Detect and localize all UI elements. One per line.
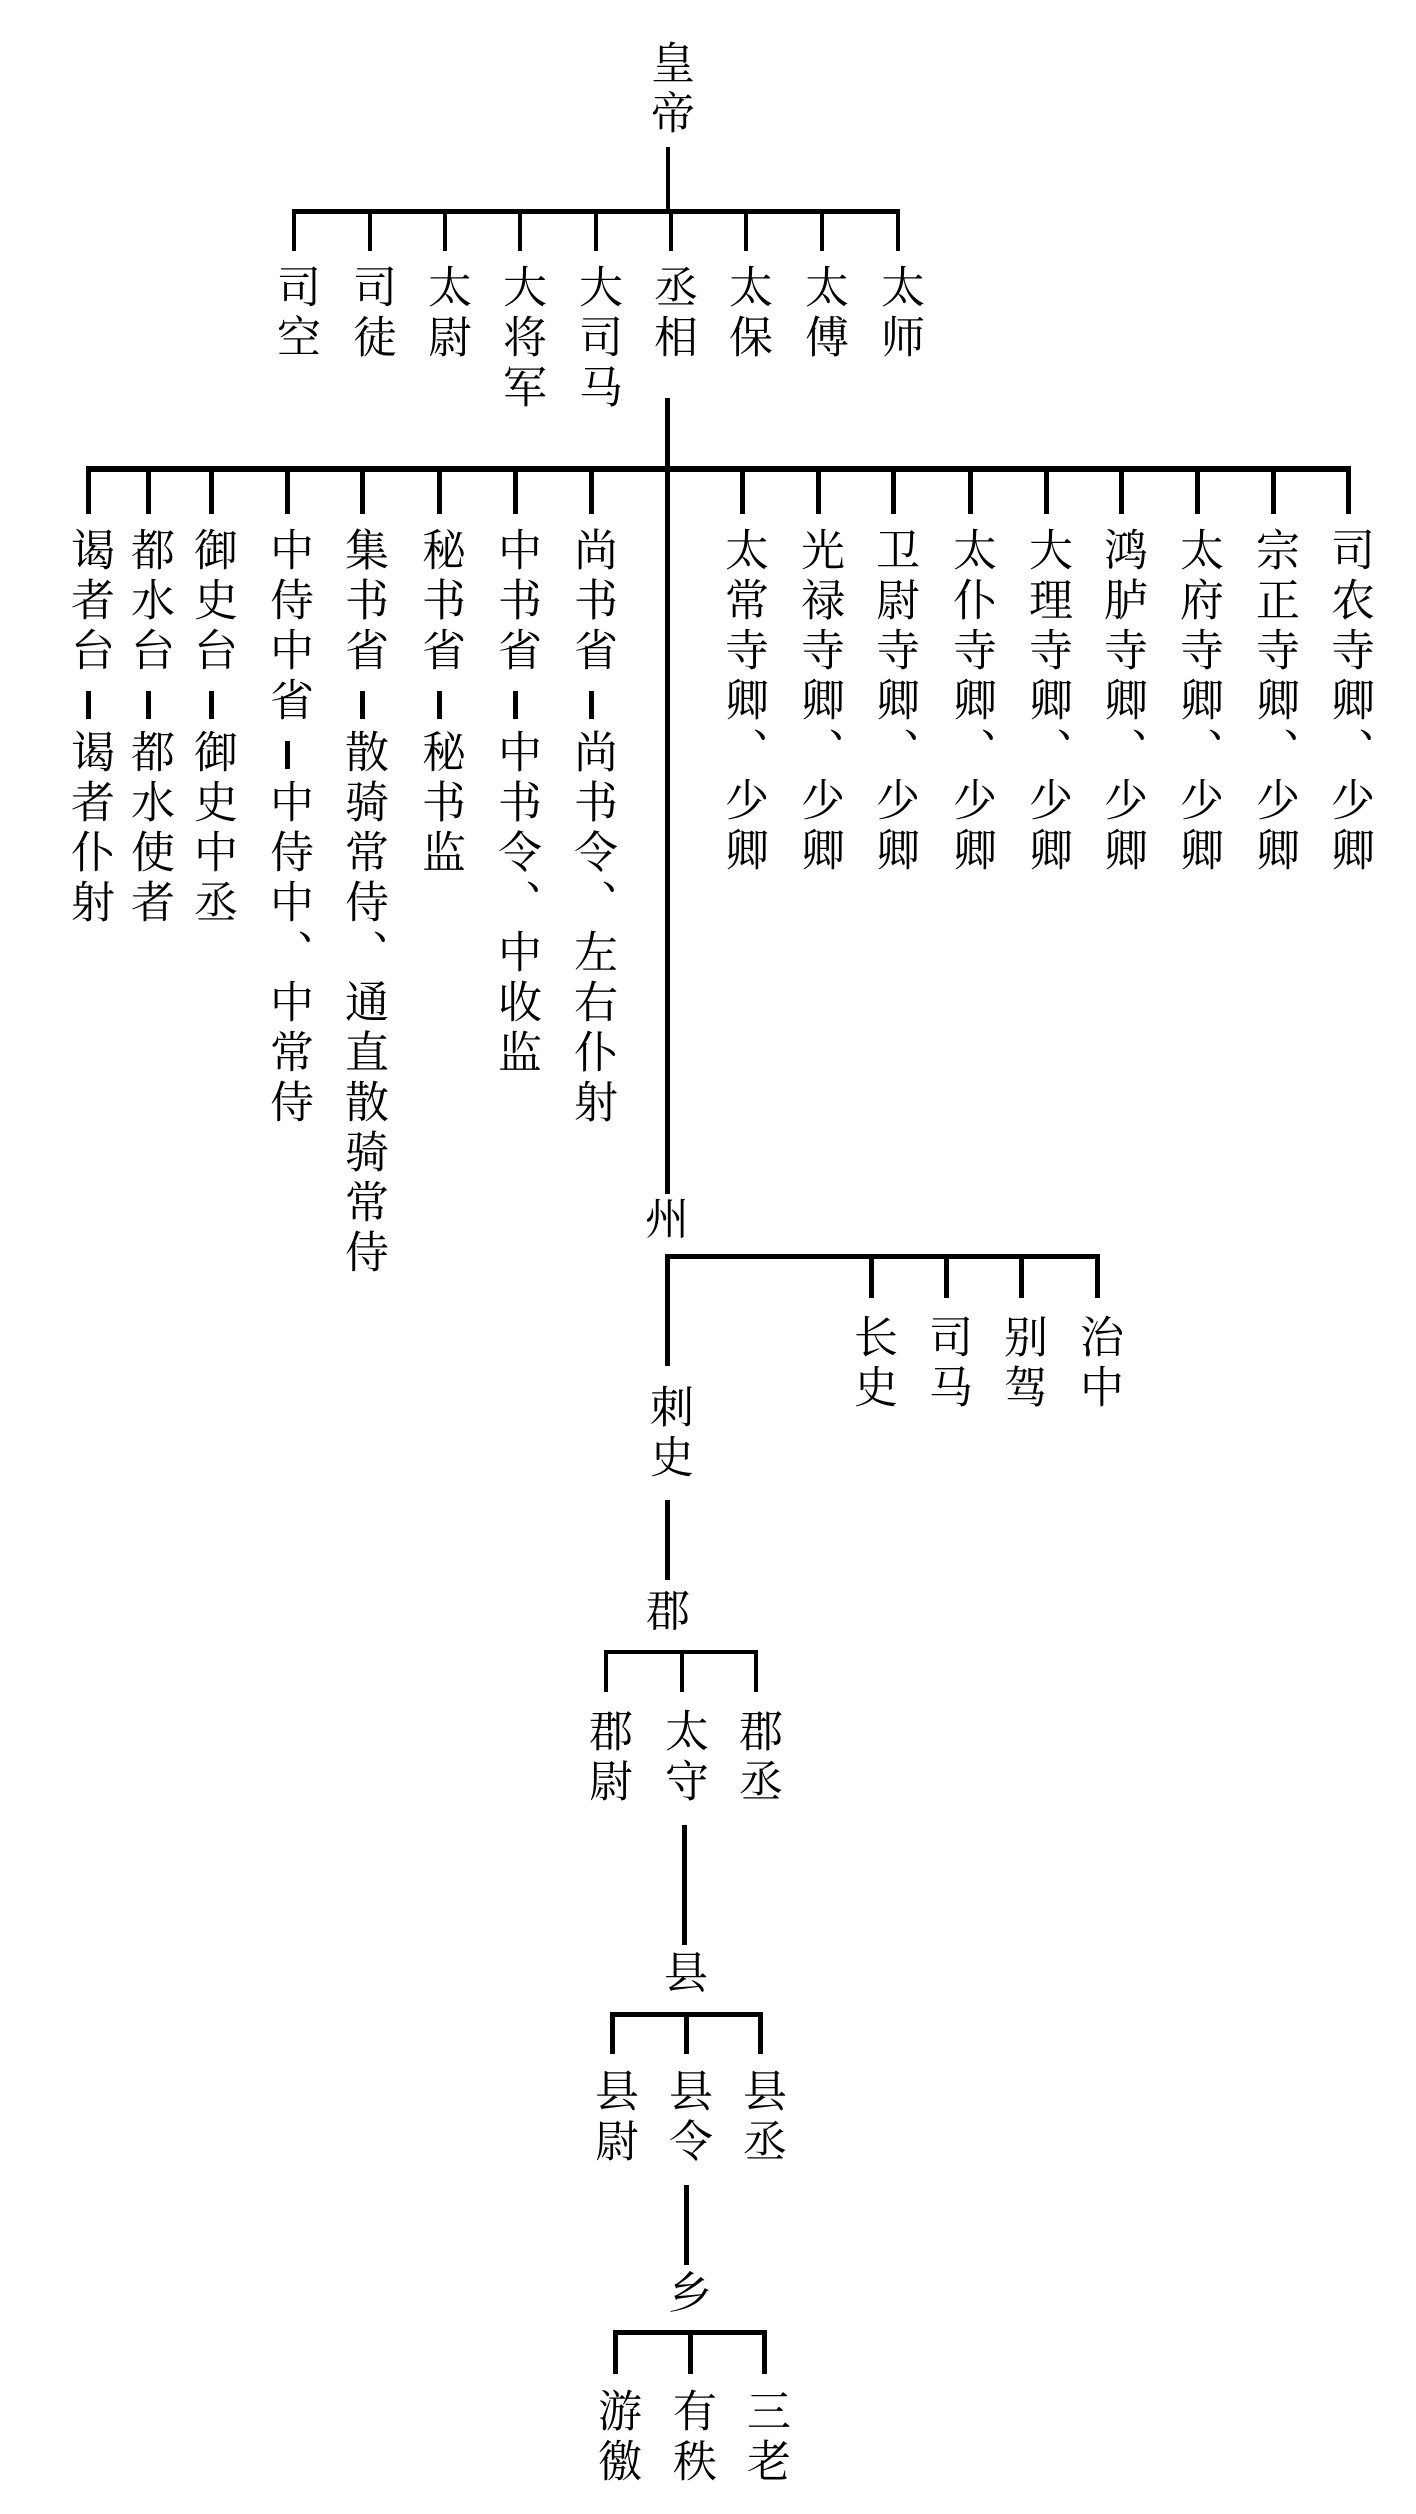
node-zhou: 州 [645, 1194, 689, 1245]
connector [816, 466, 821, 514]
node-xiancheng: 县丞 [735, 2068, 786, 2168]
connector [513, 466, 518, 514]
node-xiang: 乡 [668, 2268, 712, 2319]
connector [368, 209, 372, 251]
connector [944, 1254, 949, 1298]
node-chengxiang: 丞相 [646, 264, 697, 364]
node-zhou-staff-biejia: 别驾 [996, 1314, 1047, 1414]
node-sanlao: 三老 [739, 2388, 790, 2488]
node-taishi: 太师 [873, 264, 924, 364]
connector [1095, 1254, 1100, 1298]
connector [665, 1254, 1100, 1259]
connector [684, 2012, 689, 2054]
node-yezhe: 谒者台 [63, 527, 114, 677]
connector [896, 209, 900, 251]
node-taibao: 太保 [721, 264, 772, 364]
connector [285, 741, 290, 769]
node-ministry-guanglu: 光禄寺卿、少卿 [793, 527, 844, 877]
node-ministry-zongzheng: 宗正寺卿、少卿 [1248, 527, 1299, 877]
node-taishou: 太守 [657, 1708, 708, 1808]
node-yushi: 御史台 [186, 527, 237, 677]
node-yezhe-chief: 谒者仆射 [63, 729, 114, 929]
node-zhou-staff-sima: 司马 [921, 1314, 972, 1414]
connector [665, 1500, 670, 1580]
connector [740, 466, 745, 514]
node-menxia-chief: 中侍中、中常侍 [262, 779, 313, 1129]
connector [437, 691, 442, 719]
connector [604, 1650, 608, 1692]
connector [292, 209, 296, 251]
node-shangshu: 尚书省 [566, 527, 617, 677]
node-zhou-staff-zhizhong: 治中 [1072, 1314, 1123, 1414]
connector [682, 1825, 687, 1945]
node-ministry-dali: 大理寺卿、少卿 [1021, 527, 1072, 877]
node-dushui-chief: 都水使者 [123, 729, 174, 929]
connector [744, 209, 748, 251]
connector [669, 209, 673, 251]
node-shangshu-chief: 尚书令、左右仆射 [566, 729, 617, 1129]
connector [209, 691, 214, 719]
connector [146, 466, 151, 514]
node-jun: 郡 [646, 1586, 690, 1637]
node-youjiao: 游徼 [590, 2388, 641, 2488]
node-xianwei: 县尉 [587, 2068, 638, 2168]
connector [443, 209, 447, 251]
node-ministry-taifu: 太府寺卿、少卿 [1172, 527, 1223, 877]
node-taifu: 太傅 [797, 264, 848, 364]
connector [610, 2012, 615, 2054]
connector [666, 147, 670, 212]
connector [688, 2330, 693, 2374]
node-zhongshu: 中书省 [490, 527, 541, 677]
node-ministry-sinong: 司农寺卿、少卿 [1323, 527, 1374, 877]
connector [513, 691, 518, 719]
connector [613, 2330, 618, 2374]
connector [146, 691, 151, 719]
connector [820, 209, 824, 251]
node-xianling: 县令 [661, 2068, 712, 2168]
connector [665, 1254, 670, 1366]
connector [589, 466, 594, 514]
node-taiwei: 太尉 [420, 264, 471, 364]
connector [869, 1254, 874, 1298]
node-mishu: 秘书省 [414, 527, 465, 677]
connector [285, 466, 290, 514]
connector [758, 2012, 763, 2054]
connector [891, 466, 896, 514]
connector [762, 2330, 767, 2374]
connector [360, 466, 365, 514]
connector [1271, 466, 1276, 514]
node-situ: 司徒 [345, 264, 396, 364]
node-xian: 县 [664, 1948, 708, 1999]
node-menxia: 中侍中省 [262, 527, 313, 727]
connector [86, 691, 91, 719]
connector [209, 466, 214, 514]
node-dajiangjun: 大将军 [495, 264, 546, 414]
connector [684, 2185, 689, 2265]
node-jishu-chief: 散骑常侍、通直散骑常侍 [337, 729, 388, 1279]
connector [1044, 466, 1049, 514]
node-dasima: 大司马 [571, 264, 622, 414]
connector [1019, 1254, 1024, 1298]
connector [665, 398, 670, 1194]
node-mishu-chief: 秘书监 [414, 729, 465, 879]
connector [437, 466, 442, 514]
node-sikong: 司空 [269, 264, 320, 364]
node-dushui: 都水台 [123, 527, 174, 677]
connector [1119, 466, 1124, 514]
connector [968, 466, 973, 514]
node-cishi: 刺史 [642, 1384, 693, 1484]
connector [754, 1650, 758, 1692]
node-zhou-staff-zhangshi: 长史 [846, 1314, 897, 1414]
node-jishu: 集书省 [337, 527, 388, 677]
connector [680, 1650, 684, 1692]
connector [1346, 466, 1351, 514]
node-ministry-weiwei: 卫尉寺卿、少卿 [868, 527, 919, 877]
connector [589, 691, 594, 719]
node-ministry-honglu: 鸿胪寺卿、少卿 [1096, 527, 1147, 877]
connector [518, 209, 522, 251]
node-youzhi: 有秩 [665, 2388, 716, 2488]
connector [594, 209, 598, 251]
connector [1195, 466, 1200, 514]
connector [86, 466, 91, 514]
node-ministry-taichang: 太常寺卿、少卿 [717, 527, 768, 877]
node-ministry-taipu: 太仆寺卿、少卿 [945, 527, 996, 877]
node-junwei: 郡尉 [581, 1708, 632, 1808]
node-emperor: 皇帝 [643, 40, 694, 140]
node-yushi-chief: 御史中丞 [186, 729, 237, 929]
connector [86, 466, 1350, 472]
node-juncheng: 郡丞 [731, 1708, 782, 1808]
node-zhongshu-chief: 中书令、中收监 [490, 729, 541, 1079]
connector [360, 691, 365, 719]
